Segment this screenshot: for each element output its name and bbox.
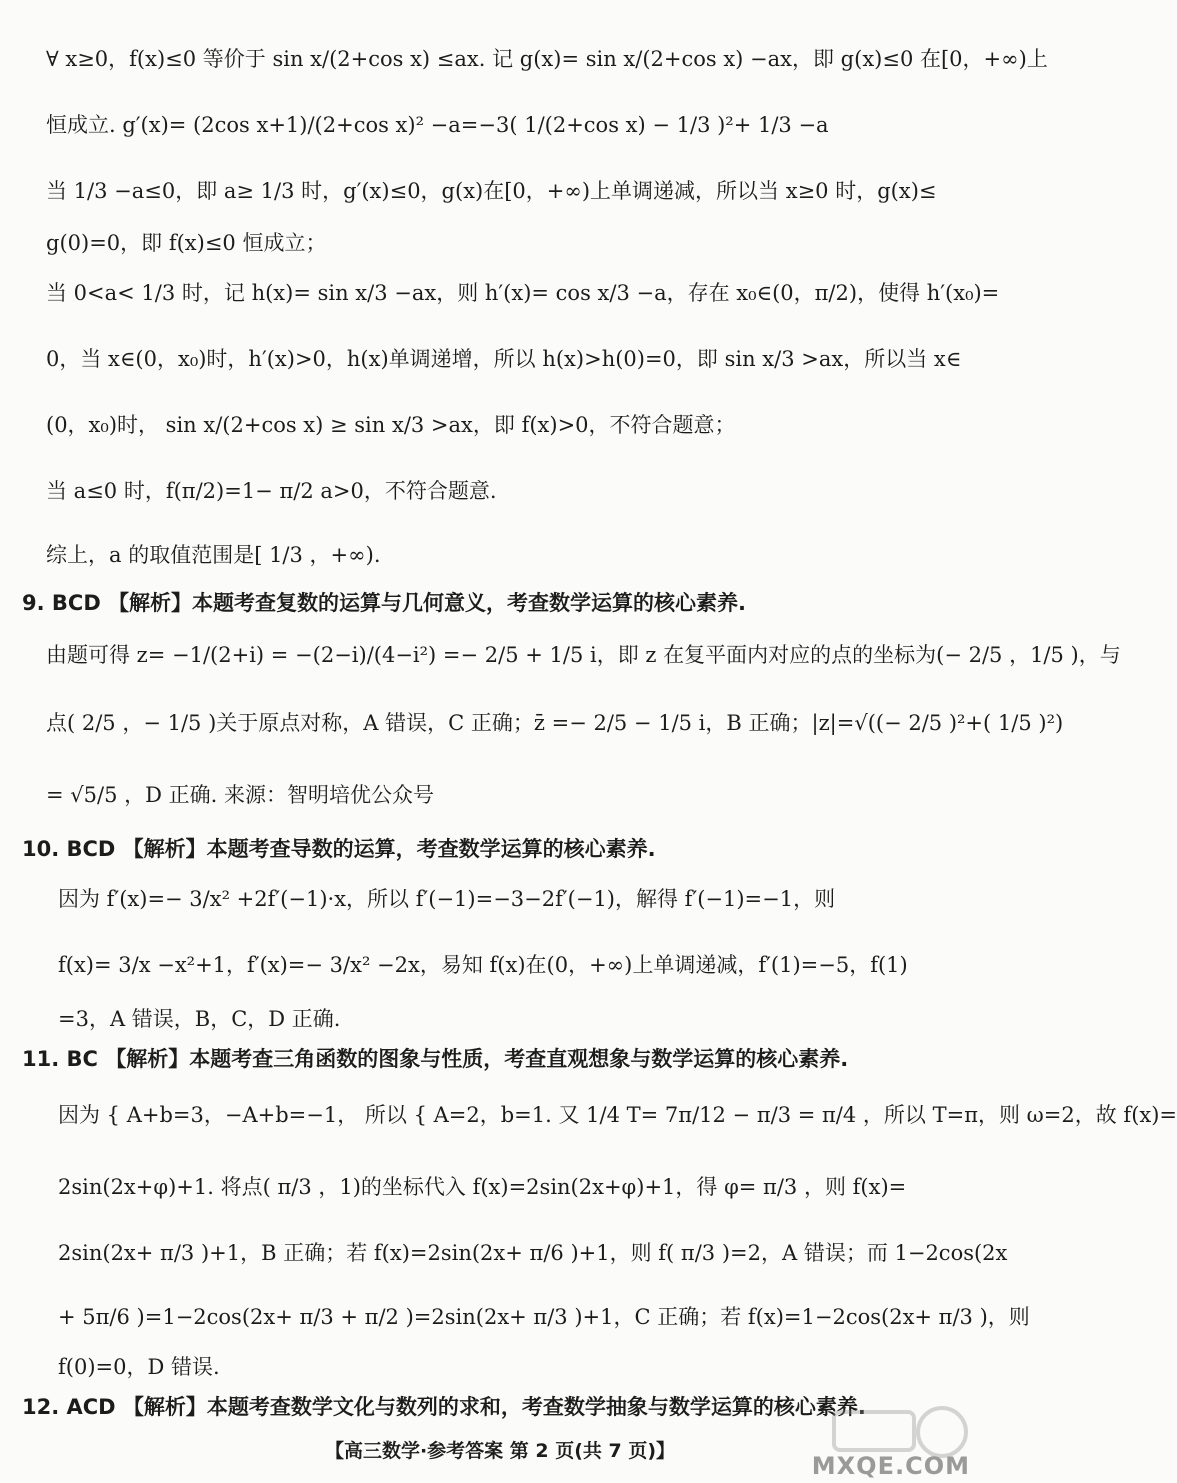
source-note: 来源：智明培优公众号	[224, 783, 434, 807]
text-line-5: 当 0<a< 1/3 时，记 h(x)= sin x/3 −ax，则 h′(x)= cos x/3 −a，存在 x₀∈(0，π/2)，使得 h′(x₀)=	[46, 281, 1000, 305]
text-line-6: 0，当 x∈(0，x₀)时，h′(x)>0，h(x)单调递增，所以 h(x)>h(0)=0，即 sin x/3 >ax，所以当 x∈	[46, 347, 962, 371]
q9-line-3-text: = √5/5 ，D 正确.	[46, 783, 218, 807]
text-line-9: 综上，a 的取值范围是[ 1/3 ，+∞).	[46, 543, 381, 567]
q10-line-1: 因为 f′(x)=− 3/x² +2f′(−1)·x，所以 f′(−1)=−3−2f′(−1)，解得 f′(−1)=−1，则	[58, 887, 836, 911]
q12-heading: 12. ACD 【解析】本题考查数学文化与数列的求和，考查数学抽象与数学运算的核心素养.	[22, 1395, 866, 1419]
text-line-1: ∀ x≥0，f(x)≤0 等价于 sin x/(2+cos x) ≤ax. 记 g(x)= sin x/(2+cos x) −ax，即 g(x)≤0 在[0，+∞)上	[46, 47, 1048, 71]
q10-line-3: =3，A 错误，B，C，D 正确.	[58, 1007, 341, 1031]
page-footer: 【高三数学·参考答案 第 2 页(共 7 页)】	[324, 1440, 676, 1462]
text-line-3: 当 1/3 −a≤0，即 a≥ 1/3 时，g′(x)≤0，g(x)在[0，+∞)上单调递减，所以当 x≥0 时，g(x)≤	[46, 179, 937, 203]
text-line-7: (0，x₀)时， sin x/(2+cos x) ≥ sin x/3 >ax，即 f(x)>0，不符合题意；	[46, 413, 736, 437]
q10-heading: 10. BCD 【解析】本题考查导数的运算，考查数学运算的核心素养.	[22, 837, 656, 861]
watermark-text: MXQE.COM	[811, 1452, 970, 1480]
q11-line-5: f(0)=0，D 错误.	[58, 1355, 220, 1379]
q9-line-3	[46, 780, 434, 810]
text-line-2: 恒成立. g′(x)= (2cos x+1)/(2+cos x)² −a=−3( 1/(2+cos x) − 1/3 )²+ 1/3 −a	[46, 113, 829, 137]
q9-heading: 9. BCD 【解析】本题考查复数的运算与几何意义，考查数学运算的核心素养.	[22, 591, 747, 615]
q10-line-2: f(x)= 3/x −x²+1，f′(x)=− 3/x² −2x，易知 f(x)在(0，+∞)上单调递减，f′(1)=−5，f(1)	[58, 953, 908, 977]
text-line-8: 当 a≤0 时，f(π/2)=1− π/2 a>0，不符合题意.	[46, 479, 497, 503]
q11-line-1: 因为 { A+b=3，−A+b=−1， 所以 { A=2，b=1. 又 1/4 T= 7π/12 − π/3 = π/4 ，所以 T=π，则 ω=2，故 f(x)=	[58, 1103, 1177, 1127]
q11-heading: 11. BC 【解析】本题考查三角函数的图象与性质，考查直观想象与数学运算的核心素养.	[22, 1047, 849, 1071]
q9-line-1: 由题可得 z= −1/(2+i) = −(2−i)/(4−i²) =− 2/5 + 1/5 i，即 z 在复平面内对应的点的坐标为(− 2/5 ，1/5 )，与	[46, 643, 1121, 667]
q11-line-3: 2sin(2x+ π/3 )+1，B 正确；若 f(x)=2sin(2x+ π/6 )+1，则 f( π/3 )=2，A 错误；而 1−2cos(2x	[58, 1241, 1008, 1265]
q9-line-2: 点( 2/5 ，− 1/5 )关于原点对称，A 错误，C 正确；z̄ =− 2/5 − 1/5 i，B 正确；|z|=√((− 2/5 )²+( 1/5 )²)	[46, 711, 1064, 735]
q11-line-2: 2sin(2x+φ)+1. 将点( π/3 ，1)的坐标代入 f(x)=2sin(2x+φ)+1，得 φ= π/3 ，则 f(x)=	[58, 1175, 907, 1199]
q11-line-4: + 5π/6 )=1−2cos(2x+ π/3 + π/2 )=2sin(2x+ π/3 )+1，C 正确；若 f(x)=1−2cos(2x+ π/3 )，则	[58, 1305, 1030, 1329]
text-line-4: g(0)=0，即 f(x)≤0 恒成立；	[46, 231, 327, 255]
